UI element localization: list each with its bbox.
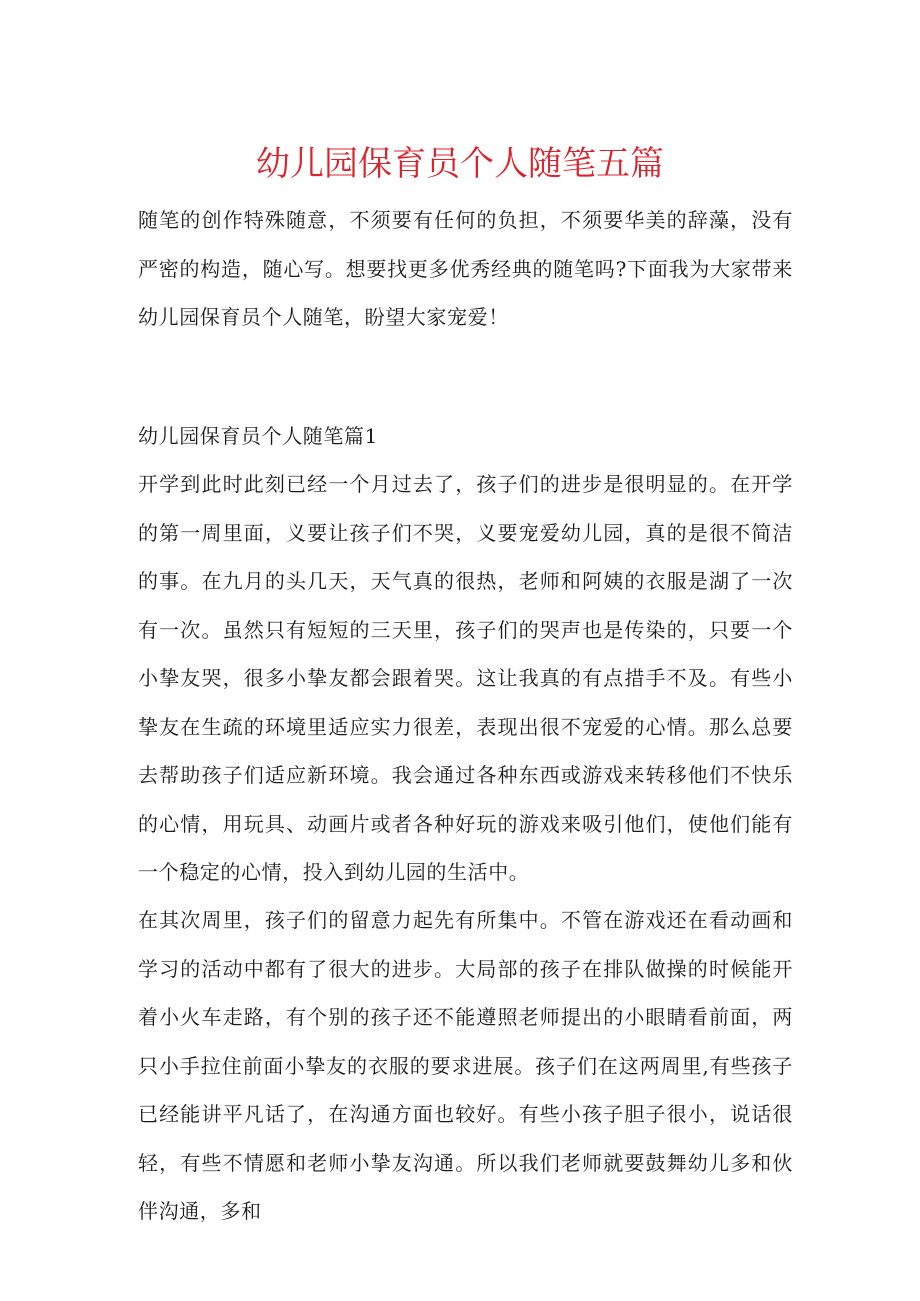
section-heading: 幼儿园保育员个人随笔篇1 (138, 424, 378, 448)
document-title: 幼儿园保育员个人随笔五篇 (256, 144, 664, 184)
body-paragraph: 开学到此时此刻已经一个月过去了，孩子们的进步是很明显的。在开学的第一周里面，义要让孩子们不哭，义要宠爱幼儿园，真的是很不简洁的事。在九月的头几天，天气真的很热，老师和阿姨的衣服是湖了一次有一次。虽然只有短短的三天里，孩子们的哭声也是传染的，只要一个小挚友哭，很多小挚友都会跟着哭。这让我真的有点措手不及。有些小挚友在生疏的环境里适应实力很差，表现出很不宠爱的心情。那么总要去帮助孩子们适应新环境。我会通过各种东西或游戏来转移他们不快乐的心情，用玩具、动画片或者各种好玩的游戏来吸引他们，使他们能有一个稳定的心情，投入到幼儿园的生活中。 (138, 472, 793, 884)
body-paragraph: 在其次周里，孩子们的留意力起先有所集中。不管在游戏还在看动画和学习的活动中都有了很大的进步。大局部的孩子在排队做操的时候能开着小火车走路，有个别的孩子还不能遵照老师提出的小眼睛看前面，两只小手拉住前面小挚友的衣服的要求进展。孩子们在这两周里,有些孩子已经能讲平凡话了，在沟通方面也较好。有些小孩子胆子很小，说话很轻，有些不情愿和老师小挚友沟通。所以我们老师就要鼓舞幼儿多和伙伴沟通，多和 (138, 908, 793, 1223)
intro-paragraph: 随笔的创作特殊随意，不须要有任何的负担，不须要华美的辞藻，没有严密的构造，随心写。想要找更多优秀经典的随笔吗?下面我为大家带来幼儿园保育员个人随笔，盼望大家宠爱！ (138, 208, 793, 329)
